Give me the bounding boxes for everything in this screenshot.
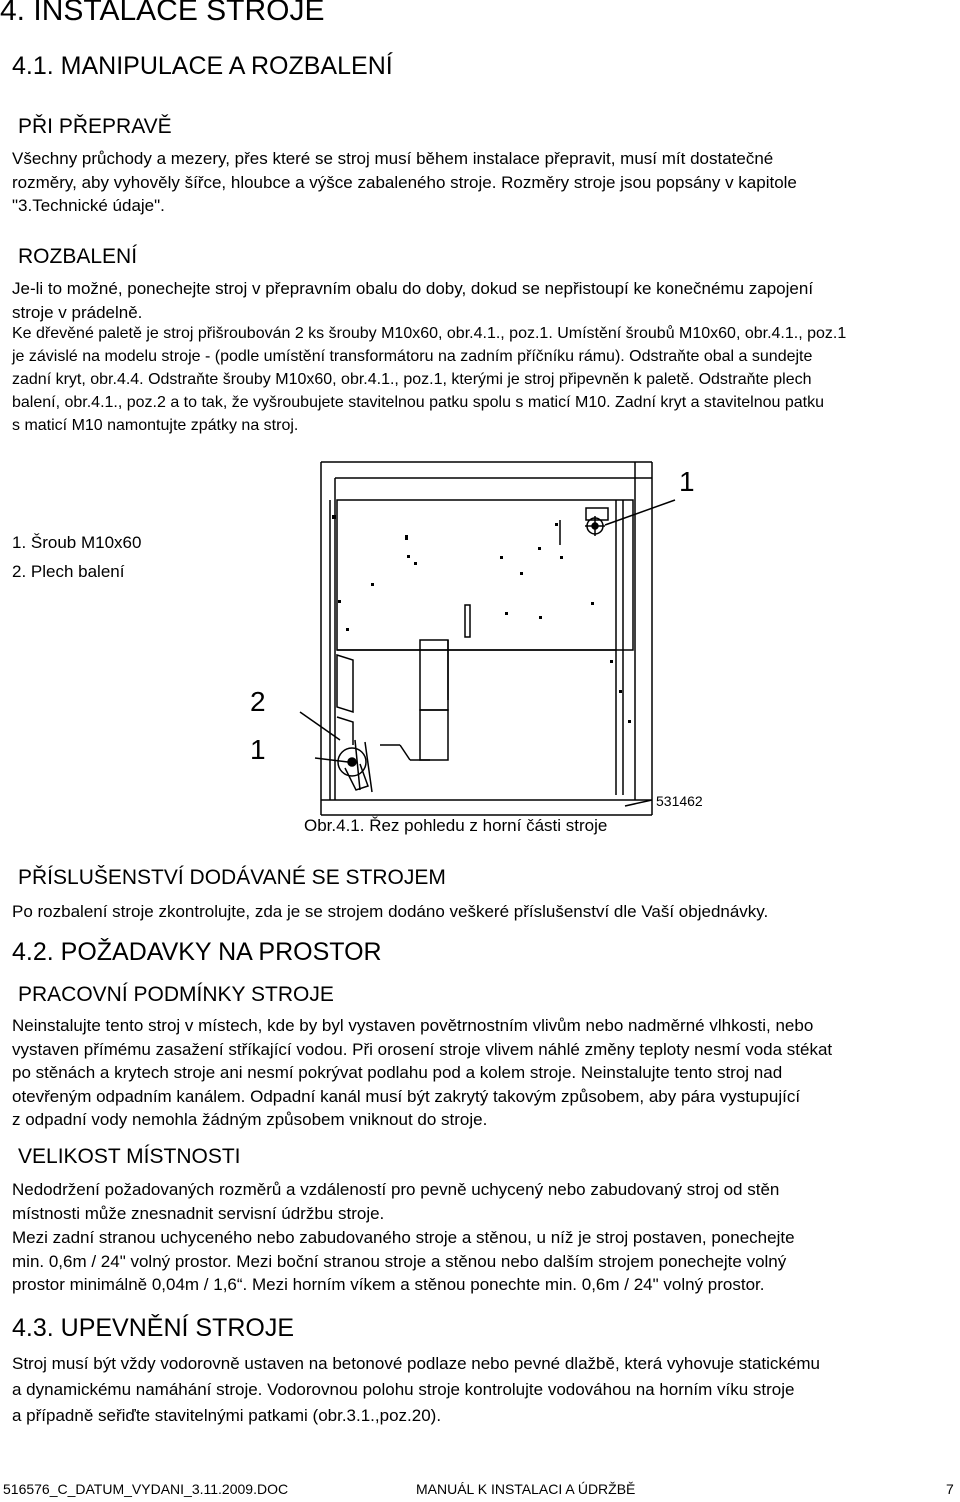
packing-plate-icon xyxy=(338,748,368,790)
text-line: stroje v prádelně. xyxy=(12,302,143,322)
subsection-title-4-2: 4.2. POŽADAVKY NA PROSTOR xyxy=(12,938,382,966)
heading-pracovni-podminky: PRACOVNÍ PODMÍNKY STROJE xyxy=(18,983,334,1006)
text-line: a případně seřiďte stavitelnými patkami (obr.3.1.,poz.20). xyxy=(12,1406,442,1425)
paragraph-rozbaleni-2 xyxy=(12,322,846,437)
footer-manual-title: MANUÁL K INSTALACI A ÚDRŽBĚ xyxy=(416,1481,636,1497)
paragraph-rozbaleni-1 xyxy=(12,277,813,324)
text-line: vystaven přímému zasažení stříkající vodou. Při orosení stroje vlivem náhlé změny teploty nesmí voda stékat xyxy=(12,1039,833,1059)
callout-plate: 2 xyxy=(250,686,266,717)
text-line: "3.Technické údaje". xyxy=(12,196,165,215)
legend-item-2: 2. Plech balení xyxy=(12,562,125,581)
text-line: z odpadní vody nemohla žádným způsobem vniknout do stroje. xyxy=(12,1110,488,1129)
footer-page-number: 7 xyxy=(946,1481,954,1497)
text-line: balení, obr.4.1., poz.2 a to tak, že vyšroubujete stavitelnou patku spolu s maticí M10. Zadní kryt a stavitelnou patku xyxy=(12,394,825,411)
heading-rozbaleni: ROZBALENÍ xyxy=(18,245,138,268)
text-line: Ke dřevěné paletě je stroj přišroubován 2 ks šrouby M10x60, obr.4.1., poz.1. Umístění šroubů M10x60, obr.4.1., poz.1 xyxy=(12,325,847,342)
subsection-title-4-1: 4.1. MANIPULACE A ROZBALENÍ xyxy=(12,52,393,80)
text-line: Je-li to možné, ponechejte stroj v přepravním obalu do doby, dokud se nepřistoupí ke konečnému zapojení xyxy=(12,279,814,298)
text-line: Neinstalujte tento stroj v místech, kde by byl vystaven povětrnostním vlivům nebo nadměrné vlhkosti, nebo xyxy=(12,1016,814,1035)
heading-prislusenstvi: PŘÍSLUŠENSTVÍ DODÁVANÉ SE STROJEM xyxy=(18,866,446,889)
text-line: Všechny průchody a mezery, přes které se stroj musí během instalace přepravit, musí mít dostatečné xyxy=(12,149,774,168)
text-line: prostor minimálně 0,04m / 1,6“. Mezi horním víkem a stěnou ponechte min. 0,6m / 24" volný prostor. xyxy=(12,1275,765,1294)
text-line: a dynamickému namáhání stroje. Vodorovnou polohu stroje kontrolujte vodováhou na horním víku stroje xyxy=(12,1380,795,1399)
paragraph-preprava xyxy=(12,147,797,218)
figure-caption: Obr.4.1. Řez pohledu z horní části stroje xyxy=(304,816,608,835)
drawing-number: 531462 xyxy=(656,793,703,809)
callout-bolt-bottom: 1 xyxy=(250,734,266,765)
heading-preprava: PŘI PŘEPRAVĚ xyxy=(18,115,172,138)
paragraph-upevneni xyxy=(12,1351,820,1429)
text-line: místnosti může znesnadnit servisní údržbu stroje. xyxy=(12,1203,385,1223)
section-title: 4. INSTALACE STROJE xyxy=(0,0,325,27)
text-line: Stroj musí být vždy vodorovně ustaven na betonové podlaze nebo pevné dlažbě, která vyhovuje statickému xyxy=(12,1354,820,1373)
heading-velikost-mistnosti: VELIKOST MÍSTNOSTI xyxy=(18,1145,241,1168)
text-line: rozměry, aby vyhověly šířce, hloubce a výšce zabaleného stroje. Rozměry stroje jsou popsány v kapitole xyxy=(12,172,797,192)
paragraph-velikost-1 xyxy=(12,1178,779,1225)
paragraph-prislusenstvi: Po rozbalení stroje zkontrolujte, zda je se strojem dodáno veškeré příslušenství dle Vaší objednávky. xyxy=(12,902,769,921)
text-line: Nedodržení požadovaných rozměrů a vzdáleností pro pevně uchycený nebo zabudovaný stroj od stěn xyxy=(12,1180,780,1199)
legend-item-1: 1. Šroub M10x60 xyxy=(12,533,142,552)
footer-document-name: 516576_C_DATUM_VYDANI_3.11.2009.DOC xyxy=(3,1481,289,1497)
callout-bolt: 1 xyxy=(679,466,695,497)
paragraph-pracovni-podminky xyxy=(12,1014,832,1132)
text-line: otevřeným odpadním kanálem. Odpadní kanál musí být zakrytý takovým způsobem, aby pára vystupující xyxy=(12,1086,801,1106)
paragraph-velikost-2 xyxy=(12,1226,795,1297)
text-line: po stěnách a krytech stroje ani nesmí pokrývat podlahu pod a kolem stroje. Neinstalujte tento stroj nad xyxy=(12,1063,783,1082)
text-line: s maticí M10 namontujte zpátky na stroj. xyxy=(12,417,299,434)
subsection-title-4-3: 4.3. UPEVNĚNÍ STROJE xyxy=(12,1314,295,1342)
text-line: zadní kryt, obr.4.4. Odstraňte šrouby M10x60, obr.4.1., poz.1, kterými je stroj připevněn k paletě. Odstraňte plech xyxy=(12,371,812,388)
bolt-icon xyxy=(585,516,605,536)
text-line: Mezi zadní stranou uchyceného nebo zabudovaného stroje a stěnou, u níž je stroj postaven, ponechejte xyxy=(12,1228,795,1247)
text-line: je závislé na modelu stroje - (podle umístění transformátoru na zadním příčníku rámu). Odstraňte obal a sundejte xyxy=(12,348,813,365)
text-line: min. 0,6m / 24" volný prostor. Mezi boční stranou stroje a stěnou nebo dalším strojem ponechejte volný xyxy=(12,1251,787,1271)
